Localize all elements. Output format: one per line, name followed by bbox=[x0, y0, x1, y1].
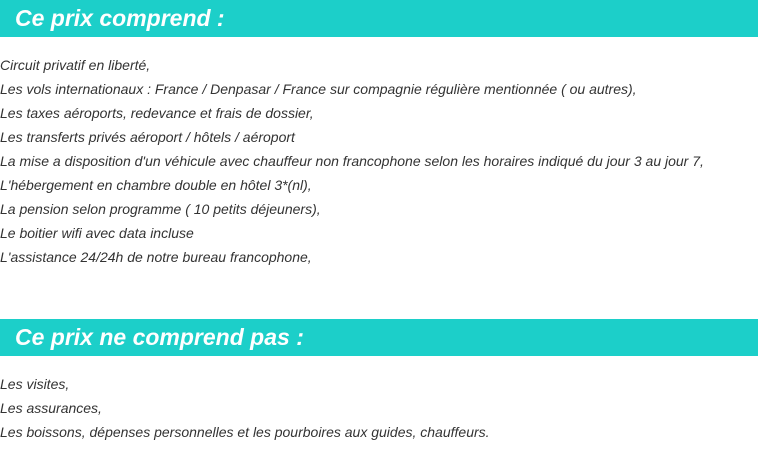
excludes-section-title: Ce prix ne comprend pas : bbox=[0, 319, 758, 356]
includes-list bbox=[0, 53, 704, 269]
excludes-list bbox=[0, 372, 490, 444]
list-item: Le boitier wifi avec data incluse bbox=[0, 225, 194, 241]
list-item: La pension selon programme ( 10 petits déjeuners), bbox=[0, 201, 321, 217]
list-item: Les vols internationaux : France / Denpasar / France sur compagnie régulière mentionnée ( ou autres), bbox=[0, 81, 637, 97]
list-item: Les boissons, dépenses personnelles et les pourboires aux guides, chauffeurs. bbox=[0, 424, 490, 440]
list-item: Les visites, bbox=[0, 376, 70, 392]
includes-section-title: Ce prix comprend : bbox=[0, 0, 758, 37]
list-item: L'assistance 24/24h de notre bureau francophone, bbox=[0, 249, 312, 265]
list-item: L'hébergement en chambre double en hôtel 3*(nl), bbox=[0, 177, 312, 193]
list-item: La mise a disposition d'un véhicule avec chauffeur non francophone selon les horaires indiqué du jour 3 au jour 7, bbox=[0, 153, 704, 169]
list-item: Les assurances, bbox=[0, 400, 102, 416]
list-item: Les transferts privés aéroport / hôtels / aéroport bbox=[0, 129, 295, 145]
list-item: Circuit privatif en liberté, bbox=[0, 57, 151, 73]
list-item: Les taxes aéroports, redevance et frais de dossier, bbox=[0, 105, 314, 121]
